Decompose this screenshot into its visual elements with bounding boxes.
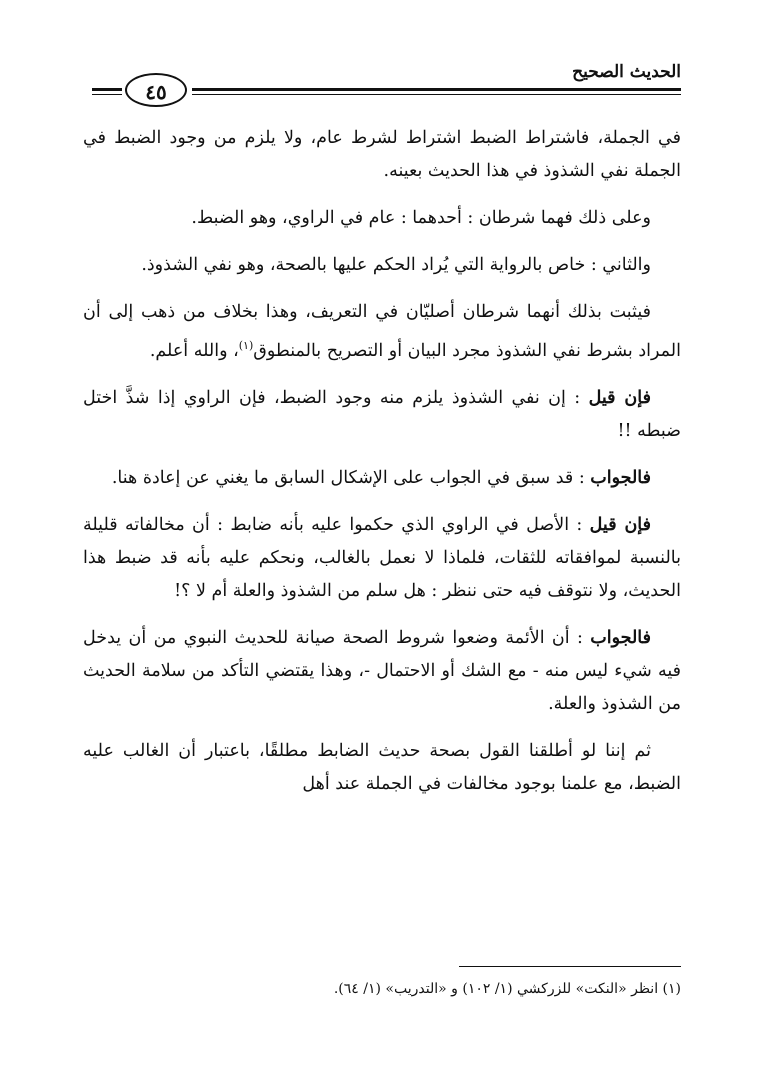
- header-rule-right-thin: [192, 94, 681, 95]
- answer-lead: فالجواب: [590, 467, 651, 488]
- answer-lead: فالجواب: [590, 627, 651, 648]
- header-rule-left-thin: [92, 94, 122, 95]
- footnote: (١) انظر «النكت» للزركشي (١/ ١٠٢) و «التدريب» (١/ ٦٤).: [333, 981, 681, 997]
- header-rule-right-thick: [192, 88, 681, 91]
- paragraph-2: وعلى ذلك فهما شرطان : أحدهما : عام في الراوي، وهو الضبط.: [191, 208, 651, 228]
- paragraph-6: فالجواب : قد سبق في الجواب على الإشكال السابق ما يغني عن إعادة هنا.: [111, 467, 651, 488]
- footnote-separator: [459, 966, 681, 967]
- header-rule-left-thick: [92, 88, 122, 91]
- paragraph-7: فإن قيل : الأصل في الراوي الذي حكموا عليه بأنه ضابط : أن مخالفاته قليلة بالنسبة لموافقاته للثقات، فلماذا لا نعمل بالغالب، ونحكم عليه بأنه قد ضبط هذا الحديث، ولا نتوقف فيه حتى ننظر : هل سلم من الشذوذ والعلة أم لا ؟!: [83, 514, 681, 601]
- question-lead: فإن قيل: [588, 387, 651, 408]
- paragraph-8: فالجواب : أن الأئمة وضعوا شروط الصحة صيانة للحديث النبوي من أن يدخل فيه شيء ليس منه - مع الشك أو الاحتمال -، وهذا يقتضي التأكد من سلامة الحديث من الشذوذ والعلة.: [83, 627, 681, 714]
- question-lead: فإن قيل: [589, 514, 651, 535]
- paragraph-5: فإن قيل : إن نفي الشذوذ يلزم منه وجود الضبط، فإن الراوي إذا شذَّ اختل ضبطه !!: [83, 387, 681, 441]
- paragraph-3: والثاني : خاص بالرواية التي يُراد الحكم عليها بالصحة، وهو نفي الشذوذ.: [141, 255, 651, 275]
- body-text: [83, 122, 681, 815]
- paragraph-9: ثم إننا لو أطلقنا القول بصحة حديث الضابط مطلقًا، باعتبار أن الغالب عليه الضبط، مع علمنا بوجود مخالفات في الجملة عند أهل: [83, 740, 681, 794]
- paragraph-1: في الجملة، فاشتراط الضبط اشتراط لشرط عام، ولا يلزم من وجود الضبط في الجملة نفي الشذوذ في هذا الحديث بعينه.: [83, 128, 681, 181]
- paragraph-4: فيثبت بذلك أنهما شرطان أصليّان في التعريف، وهذا بخلاف من ذهب إلى أن المراد بشرط نفي الشذوذ مجرد البيان أو التصريح بالمنطوق$^{(١)}$، والله أعلم.: [83, 302, 681, 361]
- footnote-reference[interactable]: (١): [238, 339, 254, 352]
- page-number: ٤٥: [125, 73, 187, 107]
- running-header-title: الحديث الصحيح: [572, 62, 681, 82]
